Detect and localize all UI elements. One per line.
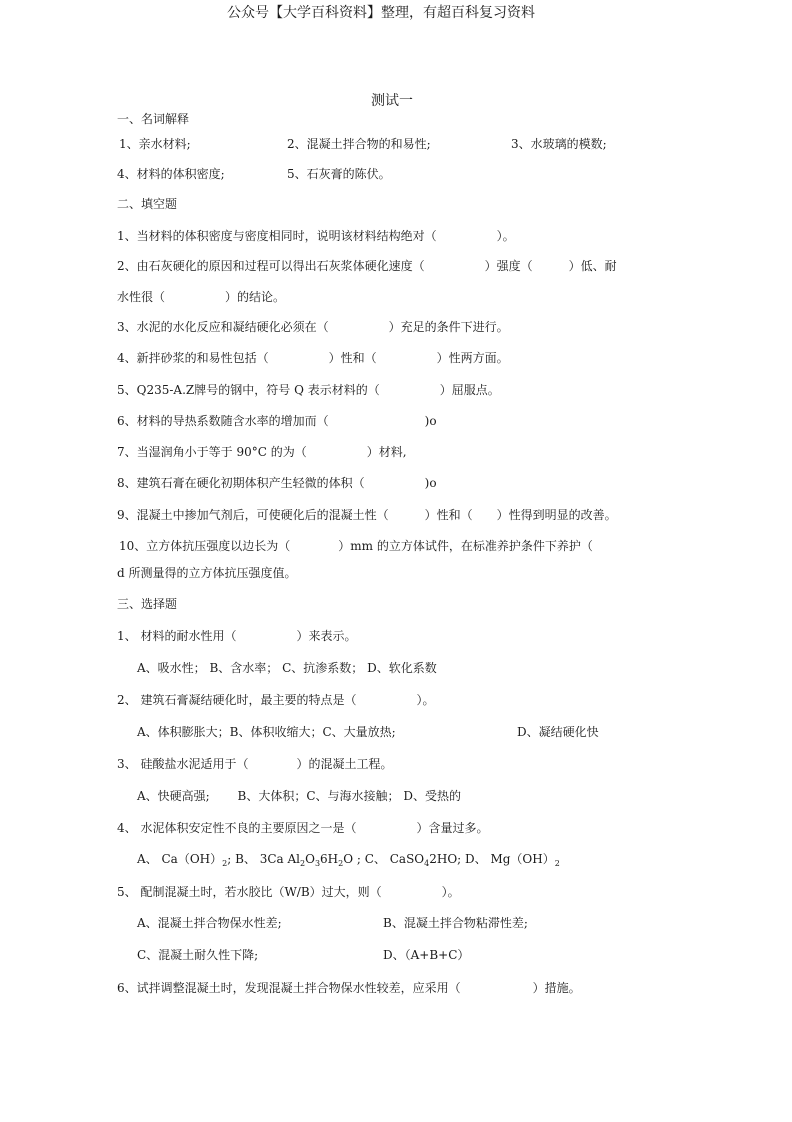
choice-option: C、混凝土耐久性下降; [137, 948, 259, 962]
choice-option: B、混凝土拌合物粘滞性差; [383, 916, 528, 930]
term-item: 4、材料的体积密度; [117, 167, 225, 181]
section-heading-fill: 二、填空题 [117, 197, 178, 211]
term-item: 1、亲水材料; [119, 137, 191, 151]
term-item: 3、水玻璃的模数; [511, 137, 607, 151]
fill-question: 7、当湿润角小于等于 90°C 的为（ ）材料, [117, 445, 407, 459]
choice-option: D、凝结硬化快 [517, 725, 599, 739]
term-item: 2、混凝土拌合物的和易性; [287, 137, 431, 151]
fill-question-continued: 水性很（ ）的结论。 [117, 290, 286, 304]
choice-options-formulas: A、 $Ca(OH)_2$; B、 3Ca $Al_2O_36H_2O$ ; C、 CaSO$_4$2HO; D、 $Mg(OH)_2$ [137, 852, 560, 868]
term-item: 5、石灰膏的陈伏。 [287, 167, 391, 181]
choice-options: A、快硬高强; B、大体积；C、与海水接触； D、受热的 [137, 789, 461, 803]
fill-question: 9、混凝土中掺加气剂后，可使硬化后的混凝土性（ ）性和（ ）性得到明显的改善。 [117, 508, 617, 522]
fill-question: 2、由石灰硬化的原因和过程可以得出石灰浆体硬化速度（ ）强度（ ）低、耐 [117, 259, 617, 273]
choice-options: A、吸水性； B、含水率； C、抗渗系数； D、软化系数 [137, 661, 437, 675]
fill-question: 8、建筑石膏在硬化初期体积产生轻微的体积（ )o [117, 476, 437, 490]
choice-question: 2、 建筑石膏凝结硬化时，最主要的特点是（ ）。 [117, 693, 435, 707]
choice-option: D、（A+B+C） [383, 948, 470, 962]
choice-question: 1、 材料的耐水性用（ ）来表示。 [117, 629, 357, 643]
fill-question: 6、材料的导热系数随含水率的增加而（ )o [117, 414, 437, 428]
fill-question: 1、当材料的体积密度与密度相同时，说明该材料结构绝对（ ）。 [117, 229, 515, 243]
section-heading-terms: 一、名词解释 [117, 112, 190, 126]
choice-question: 4、 水泥体积安定性不良的主要原因之一是（ ）含量过多。 [117, 821, 489, 835]
fill-question: 5、Q235-A.Z牌号的钢中，符号 Q 表示材料的（ ）屈服点。 [117, 383, 500, 397]
choice-options: A、体积膨胀大；B、体积收缩大；C、大量放热; [137, 725, 396, 739]
fill-question: 10、立方体抗压强度以边长为（ ）mm 的立方体试件，在标准养护条件下养护（ [119, 539, 593, 553]
choice-question: 3、 硅酸盐水泥适用于（ ）的混凝土工程。 [117, 757, 393, 771]
fill-question: 3、水泥的水化反应和凝结硬化必须在（ ）充足的条件下进行。 [117, 320, 509, 334]
fill-question: 4、新拌砂浆的和易性包括（ ）性和（ ）性两方面。 [117, 351, 509, 365]
choice-option: A、混凝土拌合物保水性差; [137, 916, 282, 930]
section-heading-choice: 三、选择题 [117, 597, 178, 611]
page-title: 测试一 [371, 93, 413, 109]
choice-question: 6、试拌调整混凝土时，发现混凝土拌合物保水性较差，应采用（ ）措施。 [117, 981, 581, 995]
fill-question-continued: d 所测量得的立方体抗压强度值。 [117, 566, 297, 580]
page-header: 公众号【大学百科资料】整理，有超百科复习资料 [227, 5, 535, 21]
choice-question: 5、 配制混凝土时，若水胶比（W/B）过大，则（ ）。 [117, 885, 460, 899]
